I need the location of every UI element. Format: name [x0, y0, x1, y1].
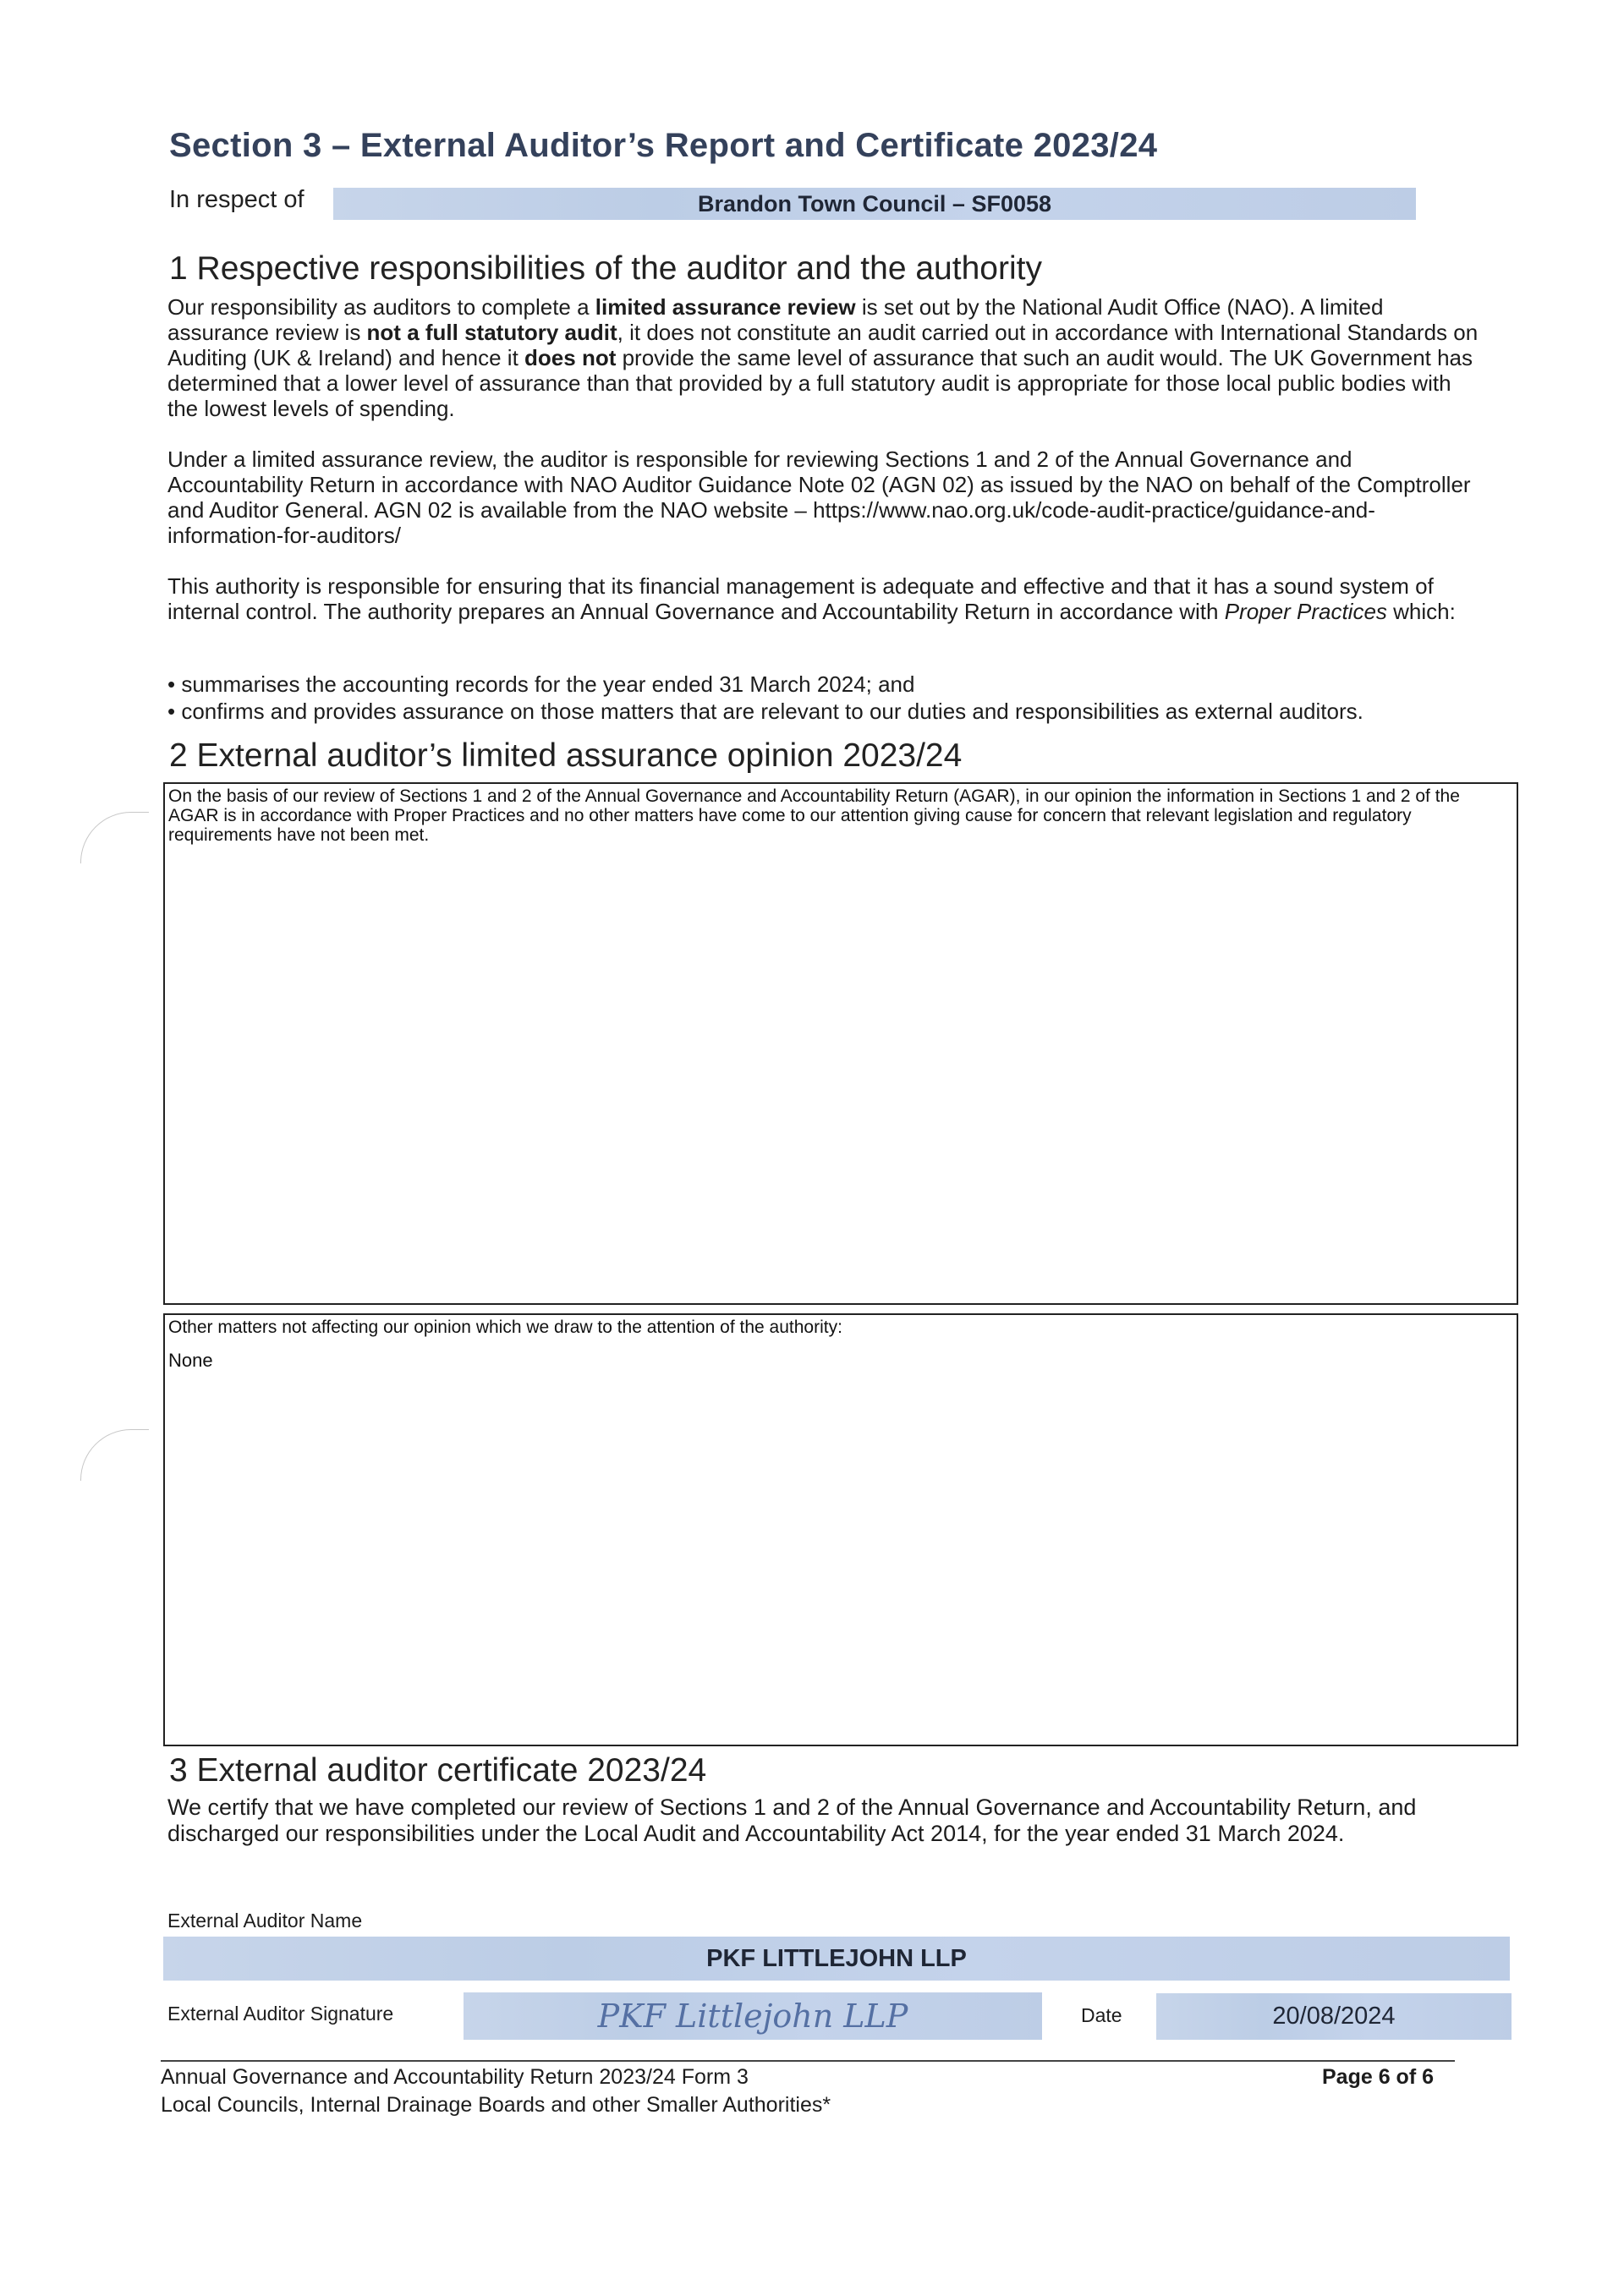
auditor-name-field: PKF LITTLEJOHN LLP [163, 1937, 1510, 1981]
auditor-signature: PKF Littlejohn LLP [597, 1997, 908, 2035]
part1-paragraph-1: Our responsibility as auditors to complete a limited assurance review is set out by the National Audit Office (NAO). A limited assurance review is not a full statutory audit, it does not constitute an audit carried out in accordance with International Standards on Auditing (UK & Ireland) and hence it does not provide the same level of assurance that such an audit would. The UK Government has determined that a lower level of assurance than that provided by a full statutory audit is appropriate for those local public bodies with the lowest levels of spending. [167, 294, 1479, 421]
footer-authorities: Local Councils, Internal Drainage Boards and other Smaller Authorities* [161, 2093, 831, 2117]
part2-heading: 2 External auditor’s limited assurance opinion 2023/24 [169, 737, 963, 774]
footer-form-title: Annual Governance and Accountability Return 2023/24 Form 3 [161, 2065, 749, 2089]
section-title: Section 3 – External Auditor’s Report and Certificate 2023/24 [169, 127, 1158, 164]
footer-divider [161, 2060, 1455, 2062]
authority-name-field: Brandon Town Council – SF0058 [333, 188, 1416, 220]
part1-heading: 1 Respective responsibilities of the auditor and the authority [169, 250, 1042, 287]
opinion-box [163, 782, 1518, 1305]
punch-hole-mark [80, 812, 149, 863]
respect-label: In respect of [169, 186, 304, 213]
certificate-text: We certify that we have completed our review of Sections 1 and 2 of the Annual Governance and Accountability Return, and discharged our responsibilities under the Local Audit and Accountability Act 2014, for the year ended 31 March 2024. [167, 1795, 1417, 1846]
opinion-text: On the basis of our review of Sections 1 and 2 of the Annual Governance and Accountability Return (AGAR), in our opinion the information in Sections 1 and 2 of the AGAR is in accordance with Proper Practices and no other matters have come to our attention giving cause for concern that relevant legislation and regulatory requirements have not been met. [168, 786, 1460, 845]
date-field: 20/08/2024 [1156, 1993, 1512, 2040]
date-label: Date [1081, 2004, 1122, 2026]
part1-bullet-1: • summarises the accounting records for the year ended 31 March 2024; and [167, 671, 915, 697]
auditor-signature-field [464, 1992, 1042, 2040]
auditor-signature-label: External Auditor Signature [167, 2003, 394, 2025]
other-matters-box [163, 1313, 1518, 1746]
part3-heading: 3 External auditor certificate 2023/24 [169, 1752, 707, 1789]
part1-paragraph-3: This authority is responsible for ensuring that its financial management is adequate and effective and that it has a sound system of internal control. The authority prepares an Annual Governance and Accountability Return in accordance with Proper Practices which: [167, 573, 1456, 624]
other-matters-label: Other matters not affecting our opinion which we draw to the attention of the authority: [168, 1318, 842, 1337]
auditor-name-label: External Auditor Name [167, 1910, 363, 1932]
part1-bullet-2: • confirms and provides assurance on those matters that are relevant to our duties and responsibilities as external auditors. [167, 699, 1363, 724]
part1-paragraph-2: Under a limited assurance review, the auditor is responsible for reviewing Sections 1 and 2 of the Annual Governance and Accountability Return in accordance with NAO Auditor Guidance Note 02 (AGN 02) as issued by the NAO on behalf of the Comptroller and Auditor General. AGN 02 is available from the NAO website – https://www.nao.org.uk/code-audit-practice/guidance-and-information-for-auditors/ [167, 447, 1471, 548]
other-matters-value: None [168, 1350, 213, 1371]
page-number: Page 6 of 6 [1322, 2065, 1434, 2089]
punch-hole-mark [80, 1429, 149, 1481]
